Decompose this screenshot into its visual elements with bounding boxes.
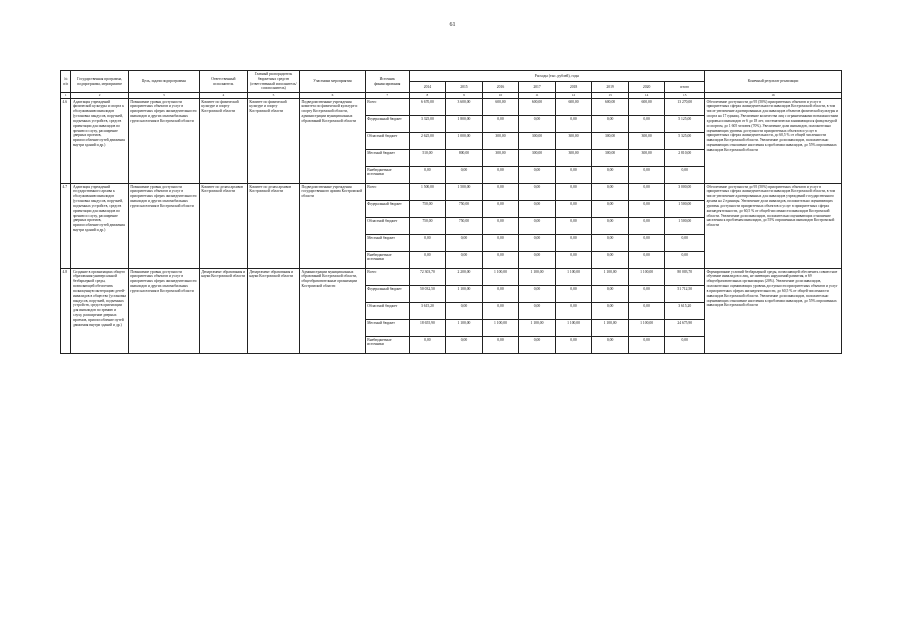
header-year: 2014	[409, 82, 446, 93]
measure-result: Обеспечение доступности до 95 (50%) приоритетных объектов и услуг в приоритетных сферах жизнедеятельности инвалидов Костромской области, в том числе увеличение адаптированных для инвалидов учреждений государственного архива на 2 единицы. Увеличение доли инвалидов, положительно оценивающих уровень доступности приоритетных объектов и услуг в приоритетных сферах жизнедеятельности, до 60,5 % от общей численности инвалидов Костромской области. Увеличение доли инвалидов, положительно оценивающих отношение населения к проблемам инвалидов, до 55% опрошенных инвалидов Костромской области	[705, 183, 842, 268]
funding-value: 0,00	[482, 234, 519, 251]
funding-value: 3 325,00	[409, 115, 446, 132]
funding-value: 0,00	[555, 251, 592, 268]
header-name: Государственная программа, подпрограмма, мероприятие	[71, 71, 128, 93]
funding-value: 0,00	[482, 336, 519, 353]
funding-value: 0,00	[592, 115, 629, 132]
column-index: 4	[199, 93, 247, 98]
measure-number: 4.7	[61, 183, 71, 268]
measure-executor: Комитет по делам архивов Костромской области	[199, 183, 247, 268]
column-index: 9	[446, 93, 483, 98]
funding-value: 0,00	[592, 166, 629, 183]
funding-value: 0,00	[628, 234, 665, 251]
funding-value: 300,00	[628, 149, 665, 166]
funding-source: Местный бюджет	[365, 234, 409, 251]
measure-participants: Администрации муниципальных образований Костромской области, общеобразовательные организации Костромской области	[300, 268, 366, 353]
funding-source: Федеральный бюджет	[365, 285, 409, 302]
funding-value: 750,00	[446, 217, 483, 234]
funding-source: Федеральный бюджет	[365, 115, 409, 132]
measure-result: Формирование условий безбарьерной среды, позволяющей обеспечить совместное обучение инвалидов и лиц, не имеющих нарушений развития, в 69 общеобразовательных организациях (20%). Увеличение доли инвалидов, положительно оценивающих уровень доступности приоритетных объектов и услуг в приоритетных сферах жизнедеятельности, до 60,5 % от общей численности инвалидов Костромской области. Увеличение доли инвалидов, положительно оценивающих отношение населения к проблемам инвалидов, до 55% опрошенных инвалидов Костромской области	[705, 268, 842, 353]
funding-value: 300,00	[555, 132, 592, 149]
funding-value: 0,00	[628, 285, 665, 302]
funding-value: 72 303,70	[409, 268, 446, 285]
measure-name: Адаптация учреждений физической культуры и спорта к обслуживанию инвалидов (установка пандусов, поручней, подъемных устройств, средств ориентации для инвалидов по зрению и слуху, расширение дверных проемов, приспособление путей движения внутри зданий и др.)	[71, 98, 128, 183]
header-main-manager: Главный распорядитель бюджетных средств (ответственный исполнитель/соисполнитель)	[247, 71, 299, 93]
header-expenses: Расходы (тыс. рублей), годы	[409, 71, 704, 82]
column-index: 1	[61, 93, 71, 98]
funding-value: 1 100,00	[628, 319, 665, 336]
funding-source: Местный бюджет	[365, 319, 409, 336]
funding-source: Областной бюджет	[365, 132, 409, 149]
funding-value: 0,00	[628, 217, 665, 234]
funding-value: 300,00	[592, 132, 629, 149]
column-index: 12	[555, 93, 592, 98]
funding-value: 6 670,00	[409, 98, 446, 115]
funding-value: 300,00	[519, 149, 556, 166]
funding-value: 800,00	[446, 149, 483, 166]
measure-number: 4.6	[61, 98, 71, 183]
funding-total: 2 810,00	[665, 149, 705, 166]
funding-value: 2 200,00	[446, 268, 483, 285]
funding-source: Всего	[365, 98, 409, 115]
funding-value: 510,00	[409, 149, 446, 166]
funding-value: 0,00	[519, 115, 556, 132]
column-index: 16	[705, 93, 842, 98]
funding-value: 0,00	[409, 336, 446, 353]
funding-value: 0,00	[446, 166, 483, 183]
funding-value: 0,00	[519, 336, 556, 353]
funding-total: 0,00	[665, 251, 705, 268]
measure-number: 4.8	[61, 268, 71, 353]
measure-name: Адаптация учреждений государственного архива к обслуживанию инвалидов (установка пандусов, поручней, подъемных устройств, средств ориентации для инвалидов по зрению и слуху, расширение дверных проемов, приспособление путей движения внутри зданий и др.)	[71, 183, 128, 268]
measure-main-manager: Департамент образования и науки Костромской области	[247, 268, 299, 353]
funding-total: 0,00	[665, 234, 705, 251]
funding-value: 0,00	[519, 302, 556, 319]
funding-value: 1 100,00	[592, 319, 629, 336]
funding-total: 5 125,00	[665, 115, 705, 132]
funding-value: 0,00	[482, 183, 519, 200]
funding-total: 0,00	[665, 166, 705, 183]
funding-value: 0,00	[409, 166, 446, 183]
funding-value: 600,00	[628, 98, 665, 115]
column-index: 6	[300, 93, 366, 98]
measure-goal: Повышение уровня доступности приоритетных объектов и услуг в приоритетных сферах жизнедеятельности инвалидов и других маломобильных групп населения в Костромской области	[128, 268, 199, 353]
funding-source: Внебюджетные источники	[365, 336, 409, 353]
funding-total: 1 500,00	[665, 217, 705, 234]
funding-source: Всего	[365, 268, 409, 285]
funding-value: 0,00	[482, 115, 519, 132]
funding-value: 0,00	[555, 115, 592, 132]
funding-value: 0,00	[482, 285, 519, 302]
header-year: 2020	[628, 82, 665, 93]
header-year: 2016	[482, 82, 519, 93]
header-year: 2017	[519, 82, 556, 93]
funding-value: 0,00	[446, 336, 483, 353]
funding-value: 1 100,00	[555, 268, 592, 285]
funding-value: 0,00	[519, 251, 556, 268]
funding-value: 0,00	[409, 234, 446, 251]
funding-value: 300,00	[592, 149, 629, 166]
funding-value: 300,00	[628, 132, 665, 149]
funding-total: 80 003,70	[665, 268, 705, 285]
funding-value: 600,00	[555, 98, 592, 115]
funding-value: 300,00	[482, 132, 519, 149]
funding-value: 600,00	[519, 98, 556, 115]
table-row	[61, 183, 842, 200]
header-year: 2015	[446, 82, 483, 93]
funding-value: 0,00	[592, 234, 629, 251]
funding-value: 0,00	[555, 234, 592, 251]
funding-value: 300,00	[482, 149, 519, 166]
column-index: 15	[665, 93, 705, 98]
table-row	[61, 98, 842, 115]
column-index: 7	[365, 93, 409, 98]
funding-value: 0,00	[555, 336, 592, 353]
funding-value: 3 615,20	[409, 302, 446, 319]
column-index: 11	[519, 93, 556, 98]
funding-value: 750,00	[446, 200, 483, 217]
measure-name: Создание в организациях общего образования универсальной безбарьерной среды, позволяющей обеспечить полноценную интеграцию детей-инвалидов в общество (установка пандусов, поручней, подъемных устройств, средств ориентации для инвалидов по зрению и слуху, расширение дверных проемов, приспособление путей движения внутри зданий и др.)	[71, 268, 128, 353]
funding-value: 0,00	[592, 336, 629, 353]
funding-source: Областной бюджет	[365, 302, 409, 319]
funding-value: 1 100,00	[519, 319, 556, 336]
funding-value: 1 100,00	[482, 319, 519, 336]
funding-value: 0,00	[446, 234, 483, 251]
measure-main-manager: Комитет по делам архивов Костромской области	[247, 183, 299, 268]
funding-value: 50 032,50	[409, 285, 446, 302]
funding-value: 0,00	[628, 115, 665, 132]
header-total: итого	[665, 82, 705, 93]
measure-goal: Повышение уровня доступности приоритетных объектов и услуг в приоритетных сферах жизнедеятельности инвалидов и других маломобильных групп населения в Костромской области	[128, 183, 199, 268]
funding-value: 0,00	[446, 302, 483, 319]
funding-value: 0,00	[482, 166, 519, 183]
funding-value: 0,00	[628, 336, 665, 353]
funding-value: 0,00	[628, 251, 665, 268]
funding-value: 0,00	[592, 200, 629, 217]
funding-total: 1 500,00	[665, 200, 705, 217]
header-year: 2018	[555, 82, 592, 93]
funding-value: 2 625,00	[409, 132, 446, 149]
header-no: № п/п	[61, 71, 71, 93]
funding-value: 600,00	[482, 98, 519, 115]
funding-value: 1 100,00	[628, 268, 665, 285]
funding-value: 0,00	[628, 166, 665, 183]
funding-value: 1 500,00	[409, 183, 446, 200]
funding-value: 1 800,00	[446, 115, 483, 132]
funding-value: 0,00	[592, 302, 629, 319]
funding-value: 0,00	[519, 234, 556, 251]
funding-value: 0,00	[555, 200, 592, 217]
funding-value: 0,00	[592, 183, 629, 200]
header-executor: Ответственный исполнитель	[199, 71, 247, 93]
funding-source: Федеральный бюджет	[365, 200, 409, 217]
column-index: 14	[628, 93, 665, 98]
funding-source: Всего	[365, 183, 409, 200]
funding-source: Внебюджетные источники	[365, 166, 409, 183]
column-index: 13	[592, 93, 629, 98]
funding-source: Областной бюджет	[365, 217, 409, 234]
funding-value: 0,00	[482, 217, 519, 234]
funding-value: 300,00	[555, 149, 592, 166]
funding-value: 0,00	[519, 183, 556, 200]
funding-value: 0,00	[482, 251, 519, 268]
funding-total: 24 675,90	[665, 319, 705, 336]
column-index: 8	[409, 93, 446, 98]
measure-main-manager: Комитет по физической культуре и спорту Костромской области	[247, 98, 299, 183]
header-source: Источник финансирования	[365, 71, 409, 93]
funding-value: 0,00	[519, 285, 556, 302]
column-index: 10	[482, 93, 519, 98]
funding-value: 750,00	[409, 217, 446, 234]
funding-value: 0,00	[409, 251, 446, 268]
funding-value: 750,00	[409, 200, 446, 217]
funding-value: 0,00	[555, 285, 592, 302]
funding-source: Внебюджетные источники	[365, 251, 409, 268]
measure-goal: Повышение уровня доступности приоритетных объектов и услуг в приоритетных сферах жизнедеятельности инвалидов и других маломобильных групп населения в Костромской области	[128, 98, 199, 183]
funding-source: Местный бюджет	[365, 149, 409, 166]
measure-executor: Комитет по физической культуре и спорту Костромской области	[199, 98, 247, 183]
funding-value: 1 500,00	[446, 183, 483, 200]
funding-value: 0,00	[555, 217, 592, 234]
funding-value: 0,00	[482, 302, 519, 319]
measure-result: Обеспечение доступности до 95 (50%) приоритетных объектов и услуг в приоритетных сферах жизнедеятельности инвалидов Костромской области, в том числе увеличение адаптированных для инвалидов объектов физической культуры и спорта на 17 единиц. Увеличение количества лиц с ограниченными возможностями здоровья и инвалидов от 6 до 18 лет, систематически занимающихся физкультурой и спортом, до 1 605 человек (70%). Увеличение доли инвалидов, положительно оценивающих уровень доступности приоритетных объектов и услуг в приоритетных сферах жизнедеятельности, до 60,5 % от общей численности инвалидов Костромской области. Увеличение доли инвалидов, положительно оценивающих отношение населения к проблемам инвалидов, до 55% опрошенных инвалидов Костромской области	[705, 98, 842, 183]
header-goal: Цель, задачи подпрограммы	[128, 71, 199, 93]
funding-total: 51 712,50	[665, 285, 705, 302]
measure-participants: Подведомственные учреждения комитета по физической культуре и спорту Костромской области, администрации муниципальных образований Костромской области	[300, 98, 366, 183]
funding-value: 0,00	[519, 166, 556, 183]
funding-value: 0,00	[592, 251, 629, 268]
funding-value: 1 100,00	[446, 285, 483, 302]
measure-participants: Подведомственные учреждения государственного архива Костромской области	[300, 183, 366, 268]
funding-total: 5 325,00	[665, 132, 705, 149]
header-participants: Участники мероприятия	[300, 71, 366, 93]
funding-value: 0,00	[628, 200, 665, 217]
funding-value: 0,00	[592, 285, 629, 302]
page-number: 61	[449, 22, 456, 28]
funding-value: 18 655,90	[409, 319, 446, 336]
funding-value: 0,00	[555, 183, 592, 200]
funding-total: 3 615,20	[665, 302, 705, 319]
funding-value: 600,00	[592, 98, 629, 115]
funding-value: 3 600,00	[446, 98, 483, 115]
funding-value: 0,00	[592, 217, 629, 234]
header-result: Конечный результат реализации	[705, 71, 842, 93]
funding-total: 3 000,00	[665, 183, 705, 200]
table-row	[61, 268, 842, 285]
funding-value: 0,00	[555, 302, 592, 319]
header-row	[61, 71, 842, 82]
funding-value: 0,00	[482, 200, 519, 217]
header-year: 2019	[592, 82, 629, 93]
funding-value: 0,00	[555, 166, 592, 183]
funding-value: 0,00	[628, 302, 665, 319]
measure-executor: Департамент образования и науки Костромской области	[199, 268, 247, 353]
column-index: 5	[247, 93, 299, 98]
funding-value: 0,00	[519, 200, 556, 217]
funding-value: 1 100,00	[592, 268, 629, 285]
column-index: 2	[71, 93, 128, 98]
funding-value: 1 000,00	[446, 132, 483, 149]
funding-total: 13 270,00	[665, 98, 705, 115]
funding-value: 300,00	[519, 132, 556, 149]
funding-value: 1 100,00	[482, 268, 519, 285]
funding-value: 0,00	[519, 217, 556, 234]
funding-value: 1 100,00	[555, 319, 592, 336]
funding-value: 1 100,00	[446, 319, 483, 336]
funding-total: 0,00	[665, 336, 705, 353]
funding-value: 0,00	[446, 251, 483, 268]
column-index: 3	[128, 93, 199, 98]
funding-value: 0,00	[628, 183, 665, 200]
funding-value: 1 100,00	[519, 268, 556, 285]
program-table	[60, 70, 842, 354]
